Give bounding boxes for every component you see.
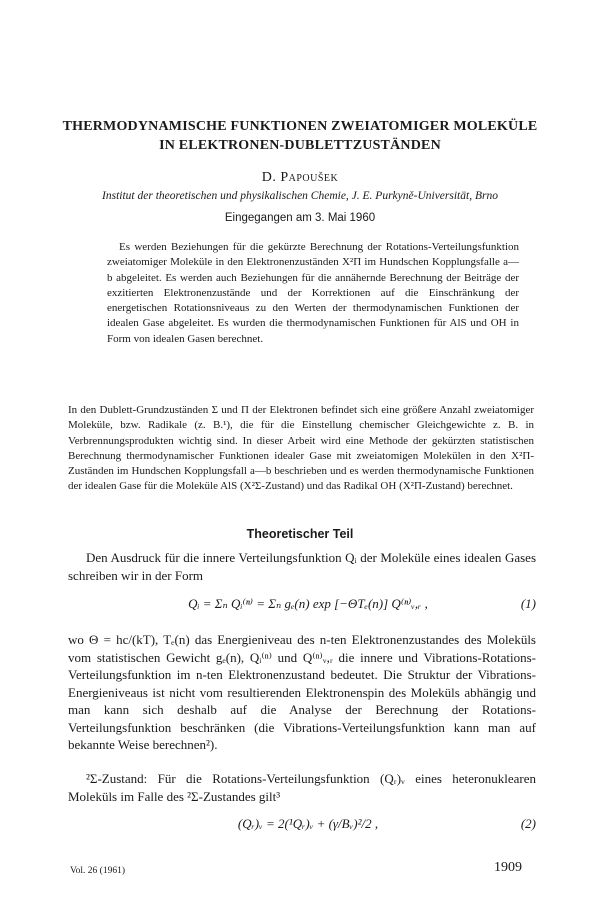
paragraph-2: [68, 631, 536, 754]
author-institute: Institut der theoretischen und physikalischen Chemie, J. E. Purkyně-Universität, Brno: [102, 190, 498, 202]
paragraph-3: [68, 770, 536, 805]
paper-title-line-1: THERMODYNAMISCHE FUNKTIONEN ZWEIATOMIGER MOLEKÜLE: [62, 119, 538, 134]
equation-1-formula: Qᵢ = Σₙ Qᵢ⁽ⁿ⁾ = Σₙ gₑ(n) exp [−ΘTₑ(n)] Q⁽ⁿ⁾ᵥ,ᵣ ,: [188, 596, 428, 611]
equation-2: [68, 816, 536, 840]
abstract: [107, 240, 519, 347]
introduction-text: In den Dublett-Grundzuständen Σ und Π der Elektronen befindet sich eine größere Anzahl zweiatomiger Moleküle, bzw. Radikale (z. B.¹), die für die Einstellung chemischer Gleichgewichte z. B. in Verbrennungsprodukten wichtig sind. In dieser Arbeit wird eine Methode der gekürzten statistischen Berechnung thermodynamischer Funktionen idealer Gase mit zweiatomigen Molekülen in den X²Π-Zuständen im Hundschen Kopplungsfall a—b beschrieben und es werden thermodynamische Funktionen der idealen Gase für die Moleküle AlS (X²Σ-Zustand) und das Radikal OH (X²Π-Zustand) berechnet.: [68, 404, 534, 493]
equation-1: [68, 596, 536, 620]
introduction: [68, 403, 534, 495]
equation-2-number: (2): [520, 816, 536, 831]
equation-1-number: (1): [520, 596, 536, 611]
equation-2-formula: (Qᵣ)ᵥ = 2(¹Qᵣ)ᵥ + (γ/Bᵥ)²/2 ,: [237, 816, 379, 831]
section-heading: Theoretischer Teil: [246, 527, 354, 541]
paper-title-line-2: IN ELEKTRONEN-DUBLETTZUSTÄNDEN: [159, 138, 441, 153]
journal-volume: Vol. 26 (1961): [70, 866, 125, 876]
received-date: Eingegangen am 3. Mai 1960: [224, 212, 376, 224]
paragraph-3-text: ²Σ-Zustand: Für die Rotations-Verteilungsfunktion (Qᵣ)ᵥ eines heteronuklearen Moleküls im Falle des ²Σ-Zustandes gilt³: [68, 771, 536, 804]
page-number: 1909: [494, 860, 522, 875]
paragraph-2-text: wo Θ = hc/(kT), Tₑ(n) das Energieniveau des n-ten Elektronenzustandes des Moleküls vom statistischen Gewicht gₑ(n), Qᵢ⁽ⁿ⁾ und Q⁽ⁿ⁾ᵥ,ᵣ die innere und Vibrations-Rotations-Verteilungsfunktion im n-ten Elektronenzustand bedeutet. Die Struktur der Vibrations-Energieniveaus ist nicht vom resultierenden Elektronenspin des Moleküls abhängig und man kann sich deshalb auf die Analyse der Berechnung der Rotations-Verteilungsfunktion beschränken (die Vibrations-Verteilungsfunktion kann man auf bekannte Weise berechnen²).: [68, 632, 536, 752]
paragraph-1-text: Den Ausdruck für die innere Verteilungsfunktion Qᵢ der Moleküle eines idealen Gases schreiben wir in der Form: [68, 550, 536, 583]
abstract-text: Es werden Beziehungen für die gekürzte Berechnung der Rotations-Verteilungsfunktion zweiatomiger Moleküle in den Elektronenzuständen X²Π im Hundschen Kopplungsfalle a—b abgeleitet. Es werden auch Beziehungen für die annähernde Berechnung der Beiträge der exzitierten Elektronenzustände und der Korrektionen auf die Einschränkung der energetischen Rotationsniveaus zu den Werten der thermodynamischen Funktionen der idealen Gase abgeleitet. Es wurden die thermodynamischen Funktionen für AlS und OH in Form von idealen Gasen berechnet.: [107, 241, 519, 345]
paragraph-1: [68, 549, 536, 584]
author-name: D. Papoušek: [261, 170, 339, 185]
